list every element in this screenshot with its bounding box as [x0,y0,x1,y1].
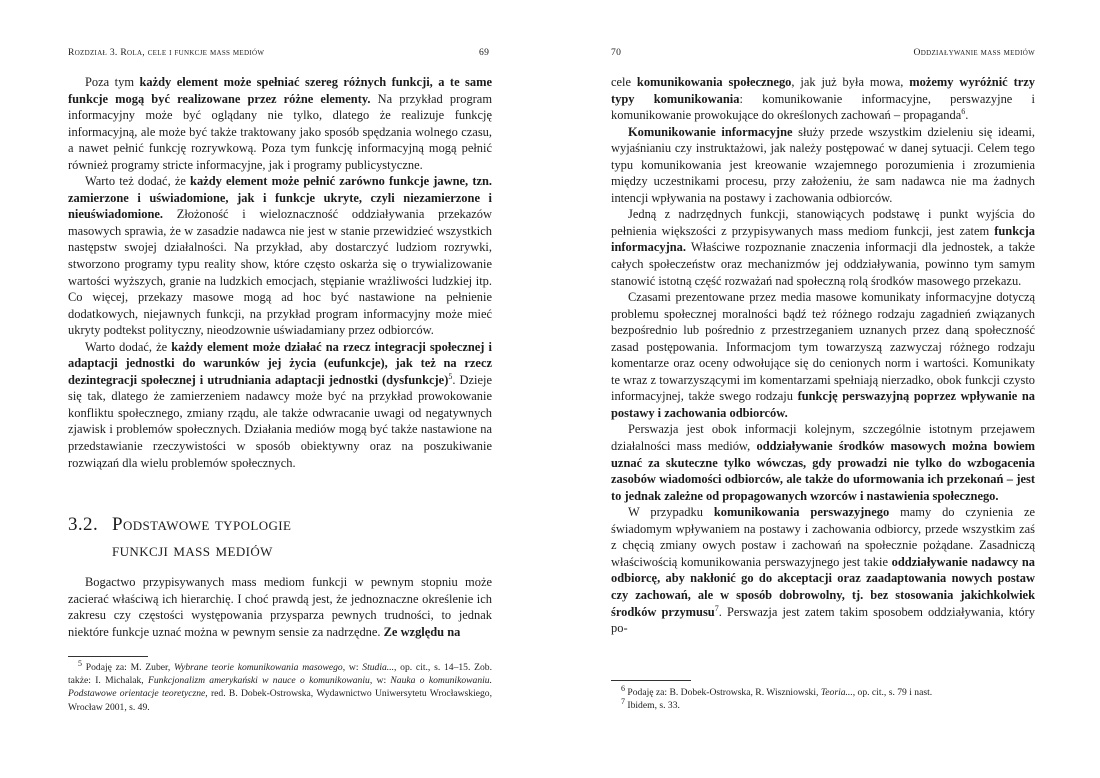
right-page [611,0,1035,778]
footnote-rule [611,680,691,681]
running-head-title: Rozdział 3. Rola, cele i funkcje mass mediów [68,47,265,58]
page-number: 70 [611,47,622,58]
italic-text: Teoria... [820,687,853,698]
text-run: Właściwe rozpoznanie znaczenia informacji dla jednostek, a także całych społeczeństw oraz mechanizmów jej oddziaływania, powinno tym samym stanowić istotną część rozważań nad społeczną rolą środków masowego przekazu. [611,240,1035,288]
section-title-line-2: funkcji mass mediów [112,540,273,561]
footnote-rule [68,656,148,657]
footnote [611,683,1035,699]
bold-text: komunikowania perswazyjnego [713,505,890,520]
text-run: . Perswazja jest zatem takim sposobem oddziaływania, który po- [611,604,1035,636]
bold-text: funkcję perswazyjną poprzez wpływanie na postawy i zachowania odbiorców. [611,389,1035,420]
footnotes [611,683,1035,712]
text-run: , jak już była mowa, [791,75,910,89]
footnote [611,699,1035,712]
paragraph [68,74,492,173]
text-run: Bogactwo przypisywanych mass mediom funkcji w pewnym stopniu może zacierać właściwą ich hierarchię. I choć prawdą jest, że jednoznaczne określenie ich zakresu czy częstości występowania przysparza pewnych trudności, to jednak niektóre funkcje uznać można w pewnym sensie za nadrzędne. [68,575,492,639]
text-run: Perswazja jest obok informacji kolejnym, szczególnie istotnym przejawem działalności mass mediów, [611,422,1035,454]
bold-text: każdy element może spełniać szereg różnych funkcji, a te same funkcje mogą być realizowane przez różne elementy. [68,75,492,106]
text-run: Czasami prezentowane przez media masowe komunikaty informacyjne dotyczą problemu społecznej moralności bądź też różnego rodzaju zagadnień związanych bezpośrednio lub pośrednio z przestrzeganiem uznanych przez daną społeczność zasad postępowania. Informacjom tym towarzyszą zazwyczaj różnego rodzaju komentarze oraz oceny odwołujące się do cenionych norm i wartości. Komunikaty te wraz z towarzyszącymi im komentarzami spełniają nierzadko, obok funkcji czysto informacyjnej, także swego rodzaju [611,290,1035,404]
section-title-line-1: Podstawowe typologie [112,514,292,535]
text-run: , red. B. Dobek-Ostrowska, Wydawnictwo Uniwersytetu Wrocławskiego, Wrocław 2001, s. 49. [68,688,492,713]
text-run: mamy do czynienia ze świadomym wpływaniem na postawy i zachowania odbiorcy, przede wszystkim zaś z chęcią zmiany owych postaw i zachowań na społecznie pożądane. Zasadniczą właściwością komunikowania perswazyjnego jest takie [611,505,1035,569]
text-run: Podaję za: B. Dobek-Ostrowska, R. Wiszniowski, [625,687,821,698]
text-run: Jedną z nadrzędnych funkcji, stanowiących podstawę i punkt wyjścia do pełnienia większości z przypisywanych mass mediom funkcji, jest zatem [611,207,1035,238]
text-run: , op. cit., s. 14–15. Zob. także: I. Michalak, [68,662,493,687]
text-run: , op. cit., s. 79 i nast. [852,687,933,698]
footnote-marker: 5 [78,658,82,668]
text-run: : komunikowanie informacyjne, perswazyjne i komunikowanie prowokujące do określonych zachowań – propaganda [611,91,1035,123]
body-text-after-heading [68,574,492,640]
text-run: Warto też dodać, że [85,174,191,189]
bold-text: Ze względu na [383,624,461,639]
paragraph [611,206,1035,289]
text-run: cele [611,75,637,89]
text-run: , w: [369,675,391,687]
bold-text: Komunikowanie informacyjne [628,124,793,139]
running-head-title: Oddziaływanie mass mediów [913,47,1035,58]
footnotes [68,658,493,714]
footnote-marker: 7 [621,697,625,707]
text-run: Złożoność i wieloznaczność oddziaływania przekazów masowych sprawia, że w zasadzie nadawca nie jest w stanie przewidzieć wszystkich następstw swojej działalności. Na przykład, aby dostarczyć ludziom rozrywki, stworzono programy typu reality show, które często oskarża się o trywializowanie wartości wyższych, granie na ludzkich emocjach, stępianie wrażliwości ludzkiej itp. Co więcej, przekazy masowe mogą ad hoc być nastawione na pełnienie dodatkowych, niejawnych funkcji, na przykład program informacyjny może mieć ukryty podtekst polityczny, nieodzownie uświadamiany przez odbiorców. [68,207,492,338]
text-run: Na przykład program informacyjny może być oglądany nie tylko, dlatego że realizuje funkcję informacyjną, ale może być także traktowany jako sposób spędzania wolnego czasu, a nawet pełnić funkcję rozrywkową. Poza tym funkcję informacyjną mogą pełnić również programy stricte informacyjne, jak i programy publicystyczne. [68,91,492,172]
text-run: Ibidem, s. 33. [625,700,680,712]
italic-text: Studia... [362,662,394,673]
section-number: 3.2. [68,514,99,535]
footnote [68,658,493,714]
footnote-marker: 7 [714,603,719,613]
paragraph [611,504,1035,636]
section-heading [68,512,492,564]
text-run: , w: [342,662,363,673]
italic-text: Wybrane teorie komunikowania masowego [174,662,343,673]
bold-text: oddziaływanie środków masowych można bowiem uznać za skuteczne tylko wówczas, gdy prowadzi nie tylko do wzbogacenia zasobów wiadomości odbiorców, ale także do uformowania ich przekonań – jest to jednak zależne od propagowanych wzorców i nastawienia społecznego. [611,439,1035,503]
text-run: Podaję za: M. Zuber, [82,662,175,673]
text-run: Poza tym [85,75,140,89]
footnote-marker: 6 [961,106,966,116]
bold-text: komunikowania społecznego [636,75,792,89]
bold-text: każdy element może pełnić zarówno funkcje jawne, tzn. zamierzone i uświadomione, jak i funkcje ukryte, czyli niezamierzone i nieuświadomione. [68,174,493,222]
body-text [68,74,492,471]
paragraph [68,339,492,471]
left-page [68,0,492,778]
bold-text: możemy wyróżnić trzy typy komunikowania [611,75,1035,106]
text-run: . [965,108,969,123]
page-number: 69 [479,47,490,58]
paragraph [611,289,1035,421]
bold-text: każdy element może działać na rzecz integracji społecznej i adaptacji jednostki do warunków jej życia (eufunkcje), jak też na rzecz dezintegracji społecznej i utrudniania adaptacji jednostki (dysfunkcje) [68,339,492,387]
footnote-marker: 5 [448,371,453,381]
paragraph [611,124,1035,207]
paragraph [611,74,1035,124]
paragraph [68,173,492,338]
text-run: W przypadku [628,505,714,520]
text-run: służy przede wszystkim dzieleniu się ideami, wyjaśnianiu czy instruktażowi, jak należy postępować w danej sytuacji. Celem tego typu komunikowania jest kreowanie wzajemnego porozumienia i zrozumienia między uczestnikami procesu, przy założeniu, że sam nadawca nie ma żadnych intencji wpływania na postawy i zachowania odbiorców. [611,124,1035,205]
bold-text: funkcja informacyjna. [611,223,1035,255]
paragraph [68,574,492,640]
paragraph [611,421,1035,504]
bold-text: oddziaływanie nadawcy na odbiorcę, aby nakłonić go do akceptacji oraz zaadaptowania nowych postaw czy zachowań, ale w sposób dobrowolny, tj. bez stosowania jakichkolwiek środków przymusu [611,554,1035,619]
text-run: . Dzieje się tak, dlatego że zamierzeniem nadawcy może być na przykład prowokowanie konfliktu społecznego, zmiany rządu, ale także odwracanie uwagi od negatywnych zjawisk i problemów społecznych. Działania mediów mogą być także nastawione na przedstawianie rzeczywistości w sposób obiektywny oraz na poszukiwanie rozwiązań dla wielu problemów społecznych. [68,372,492,470]
footnote-marker: 6 [621,683,625,693]
body-text [611,74,1035,637]
text-run: Warto dodać, że [85,339,172,354]
italic-text: Funkcjonalizm amerykański w nauce o komunikowaniu [148,675,370,687]
italic-text: Nauka o komunikowaniu. Podstawowe orientacje teoretyczne [68,675,492,700]
